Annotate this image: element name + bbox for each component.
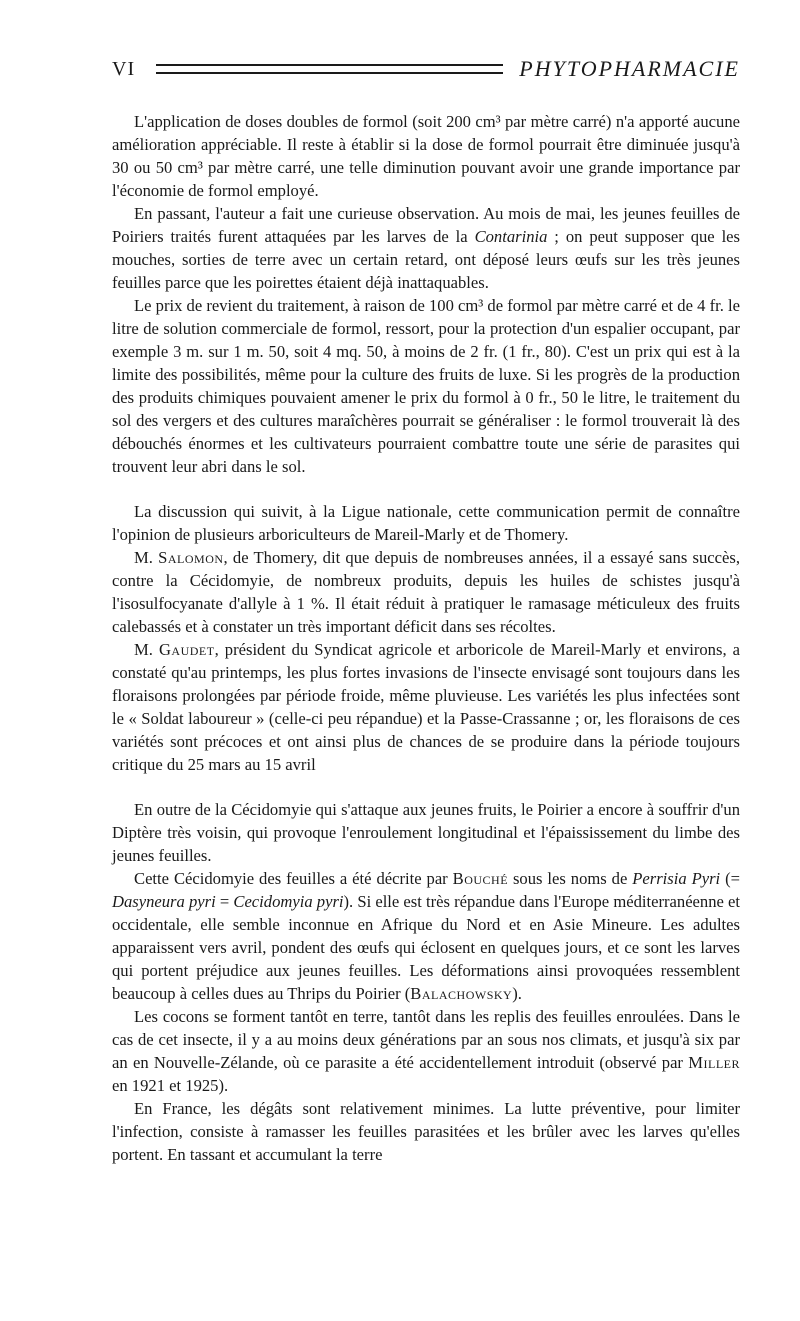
page-number: VI: [112, 57, 136, 80]
paragraph: [112, 867, 740, 1005]
author-name: Salomon: [158, 548, 224, 567]
header-double-rule: [156, 64, 503, 74]
text-run: =: [215, 892, 234, 911]
text-run: En passant, l'auteur a fait une curieuse observation. Au mois de mai, les jeunes feuilles de Poiriers traités furent attaquées par les larves de la: [112, 204, 740, 246]
italic-term: Dasyneura pyri: [112, 892, 216, 911]
text-run: En France, les dégâts sont relativement minimes. La lutte préventive, pour limiter l'infection, consiste à ramasser les feuilles parasitées et les brûler avec les larves qu'elles portent. En tassant et accumulant la terre: [112, 1099, 740, 1164]
text-run: sous les noms de: [508, 869, 633, 888]
text-run: M.: [134, 548, 159, 567]
paragraph: [112, 1097, 740, 1166]
author-name: Miller: [688, 1053, 740, 1072]
text-run: , président du Syndicat agricole et arboricole de Mareil-Marly et environs, a constaté qu'au printemps, les plus fortes invasions de l'insecte envisagé sont toujours dans les floraisons prolongées par période froide, même pluvieuse. Les variétés les plus infectées sont le « Soldat laboureur » (celle-ci peu répandue) et la Passe-Crassanne ; or, les floraisons de ces variétés sont précoces et ont ainsi plus de chances de se produire dans la période toujours critique du 25 mars au 15 avril: [112, 640, 740, 774]
text-run: La discussion qui suivit, à la Ligue nationale, cette communication permit de connaître l'opinion de plusieurs arboriculteurs de Mareil-Marly et de Thomery.: [112, 502, 740, 544]
author-name: Bouché: [452, 869, 509, 888]
text-run: Le prix de revient du traitement, à raison de 100 cm³ de formol par mètre carré et de 4 fr. le litre de solution commerciale de formol, ressort, pour la protection d'un espalier occupant, par exemple 3 m. sur 1 m. 50, soit 4 mq. 50, à moins de 2 fr. (1 fr., 80). C'est un prix qui est à la limite des possibilités, même pour la culture des fruits de luxe. Si les progrès de la production des produits chimiques pouvaient amener le prix du formol à 0 fr., 50 le litre, le traitement du sol des vergers et des cultures maraîchères pourrait se généraliser : le formol trouverait là des débouchés énormes et les cultivateurs pourraient combattre toute une série de parasites qui trouvent leur abri dans le sol.: [112, 296, 740, 476]
paragraph: [112, 1005, 740, 1097]
text-run: M.: [134, 640, 159, 659]
text-run: ). Si elle est très répandue dans l'Europe méditerranéenne et occidentale, elle semble inconnue en Afrique du Nord et en Asie Mineure. Les adultes apparaissent vers avril, pondent des œufs qui éclosent en quelques jours, et ce sont les larves qui portent préjudice aux jeunes feuilles. Les déformations ainsi provoquées ressemblent beaucoup à celles dues au Thrips du Poirier (: [112, 892, 741, 1003]
author-name: Gaudet: [158, 640, 215, 659]
text-run: (=: [720, 869, 740, 888]
text-run: en 1921 et 1925).: [112, 1076, 229, 1095]
text-run: L'application de doses doubles de formol (soit 200 cm³ par mètre carré) n'a apporté aucune amélioration appréciable. Il reste à établir si la dose de formol pourrait être diminuée jusqu'à 30 ou 50 cm³ par mètre carré, une telle diminution pouvant avoir une grande importance par l'économie de formol employé.: [112, 112, 740, 200]
running-title: PHYTOPHARMACIE: [519, 56, 740, 81]
italic-term: Contarinia: [474, 227, 548, 246]
text-run: ; on peut supposer que les mouches, sorties de terre avec un certain retard, ont déposé leurs œufs sur les très jeunes feuilles parce que les poirettes étaient déjà inattaquables.: [112, 227, 740, 292]
paragraph: [112, 500, 740, 546]
paragraph: [112, 798, 740, 867]
paragraph: [112, 294, 740, 478]
author-name: Balachowsky: [410, 984, 513, 1003]
page-header: [112, 52, 740, 86]
paragraph: [112, 638, 740, 776]
text-run: En outre de la Cécidomyie qui s'attaque aux jeunes fruits, le Poirier a encore à souffrir d'un Diptère très voisin, qui provoque l'enroulement longitudinal et l'épaississement du limbe des jeunes feuilles.: [112, 800, 740, 865]
text-run: Cette Cécidomyie des feuilles a été décrite par: [134, 869, 453, 888]
text-run: ).: [512, 984, 522, 1003]
paragraph: [112, 546, 740, 638]
paragraph: [112, 110, 740, 202]
paragraph: [112, 202, 740, 294]
text-run: , de Thomery, dit que depuis de nombreuses années, il a essayé sans succès, contre la Cécidomyie, de nombreux produits, depuis les huiles de schistes jusqu'à l'isosulfocyanate d'allyle à 1 %. Il était réduit à pratiquer le ramasage méticuleux des fruits calebassés et à constater un très important déficit dans ses récoltes.: [112, 548, 740, 636]
text-run: Les cocons se forment tantôt en terre, tantôt dans les replis des feuilles enroulées. Dans le cas de cet insecte, il y a au moins deux générations par an sous nos climats, et jusqu'à six par an en Nouvelle-Zélande, où ce parasite a été accidentellement introduit (observé par: [112, 1007, 740, 1072]
body-text: [112, 110, 740, 1166]
italic-term: Cecidomyia pyri: [233, 892, 344, 911]
italic-term: Perrisia Pyri: [632, 869, 721, 888]
